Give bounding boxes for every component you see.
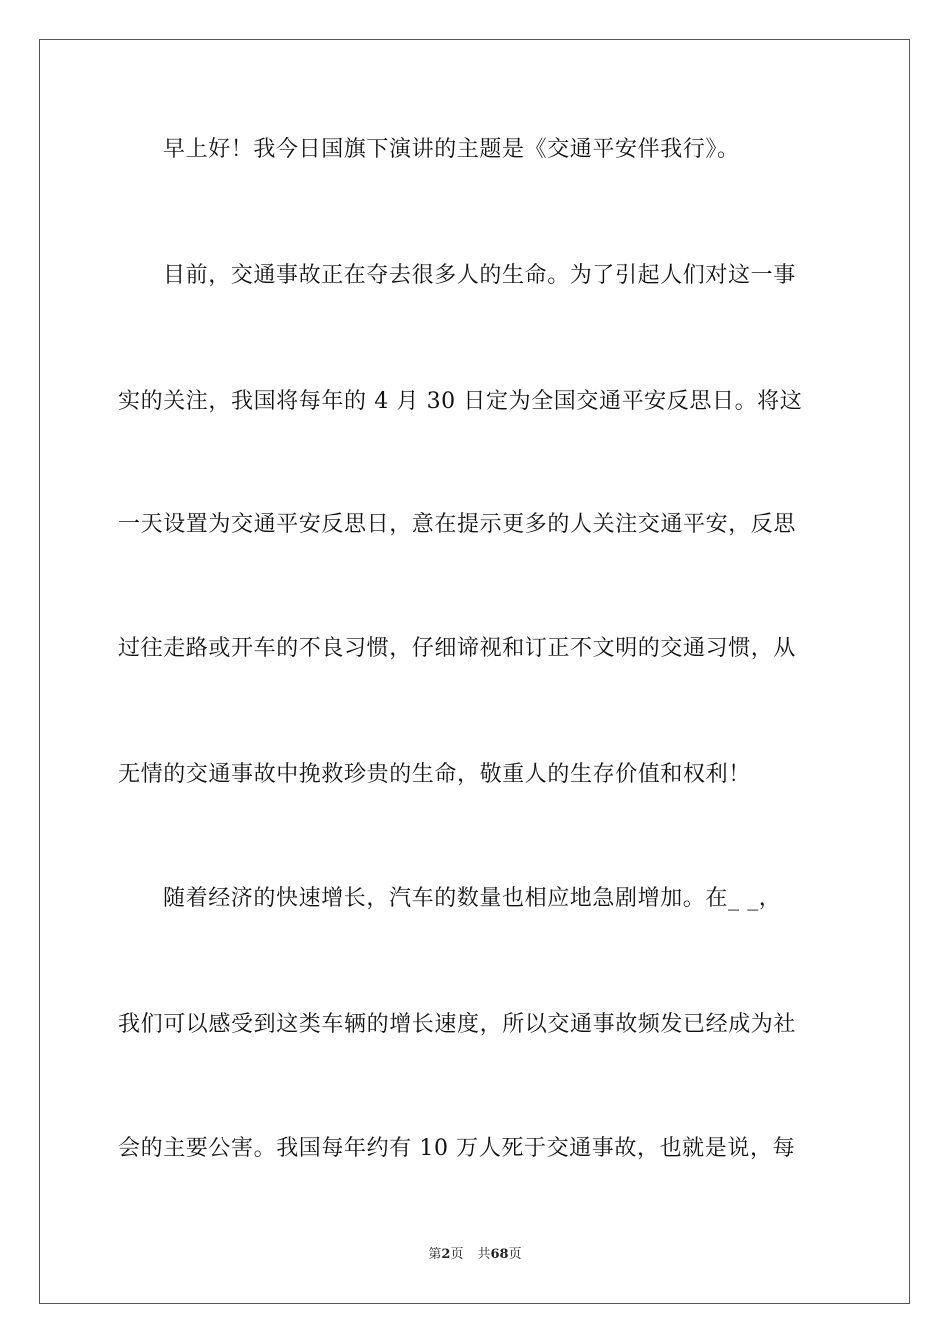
text-line: 一天设置为交通平安反思日，意在提示更多的人关注交通平安，反思 [118,512,797,537]
text-line: 会的主要公害。我国每年约有 10 万人死于交通事故，也就是说，每 [118,1136,796,1161]
text-line: 实的关注，我国将每年的 4 月 30 日定为全国交通平安反思日。将这 [118,389,803,414]
page-prefix: 第 [428,1247,442,1262]
total-prefix: 共 [477,1247,491,1262]
text-line: 我们可以感受到这类车辆的增长速度，所以交通事故频发已经成为社 [118,1012,797,1037]
text-line: 早上好！我今日国旗下演讲的主题是《交通平安伴我行》。 [163,137,740,162]
text-line: 目前，交通事故正在夺去很多人的生命。为了引起人们对这一事 [163,263,796,288]
text-line: 无情的交通事故中挽救珍贵的生命，敬重人的生存价值和权利！ [118,762,751,787]
total-suffix: 页 [508,1247,522,1262]
page-number: 2 [441,1247,451,1262]
page-border [39,39,910,1304]
total-pages: 68 [490,1247,509,1262]
page-suffix: 页 [450,1247,464,1262]
page-footer [0,1246,950,1264]
text-line: 过往走路或开车的不良习惯，仔细谛视和订正不文明的交通习惯，从 [118,636,797,661]
text-line: 随着经济的快速增长，汽车的数量也相应地急剧增加。在_ _， [163,886,782,911]
